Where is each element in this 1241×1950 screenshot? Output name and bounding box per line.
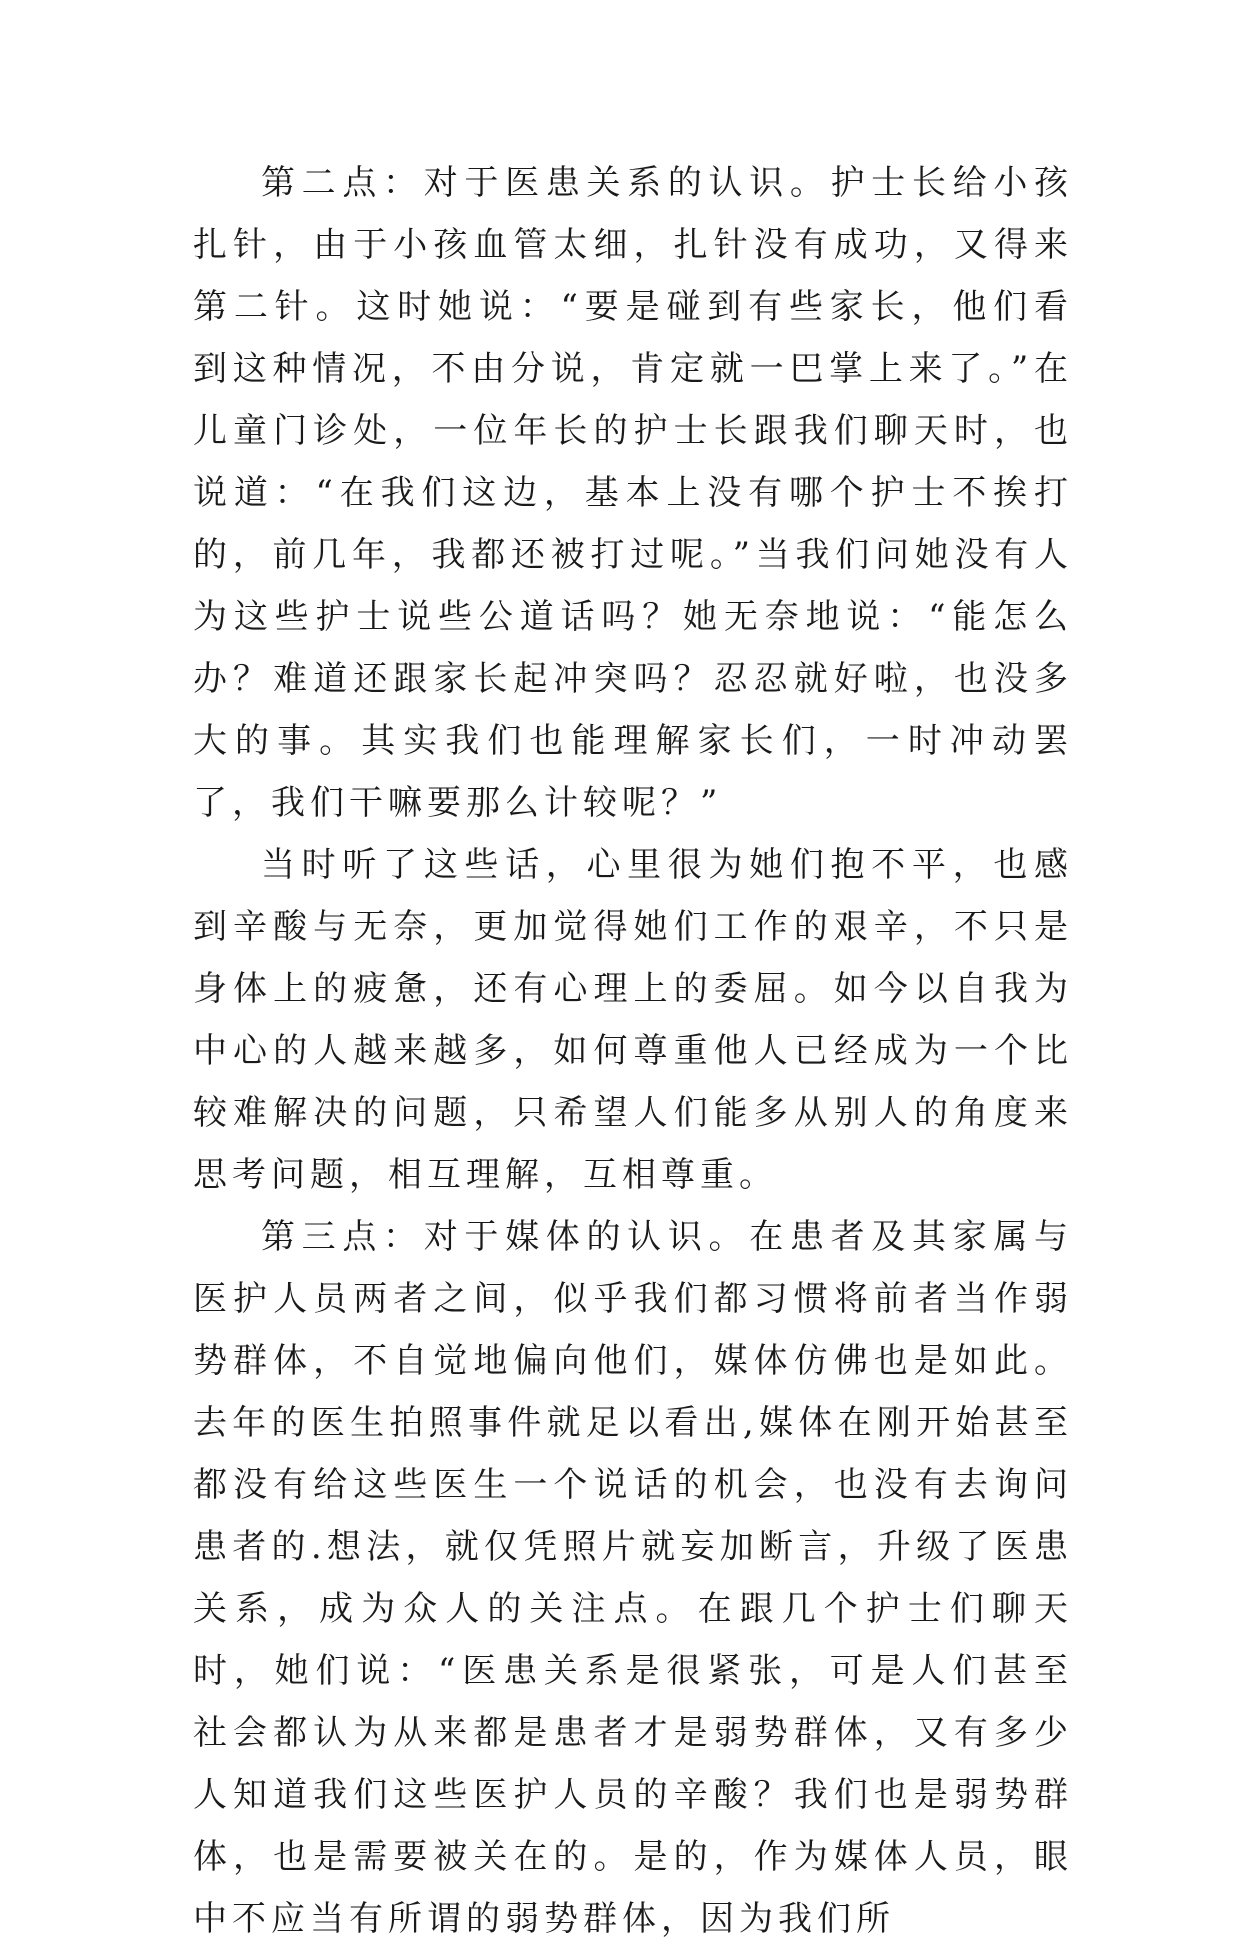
paragraph-media-perception: 第三点：对于媒体的认识。在患者及其家属与医护人员两者之间，似乎我们都习惯将前者当作弱势群体，不自觉地偏向他们，媒体仿佛也是如此。去年的医生拍照事件就足以看出,媒体在刚开始甚至都没有给这些医生一个说话的机会，也没有去询问患者的.想法，就仅凭照片就妄加断言，升级了医患关系，成为众人的关注点。在跟几个护士们聊天时，她们说：“医患关系是很紧张，可是人们甚至社会都认为从来都是患者才是弱势群体，又有多少人知道我们这些医护人员的辛酸？我们也是弱势群体，也是需要被关在的。是的，作为媒体人员，眼中不应当有所谓的弱势群体，因为我们所: [193, 1217, 1073, 1939]
paragraph-doctor-patient-relationship: 第二点：对于医患关系的认识。护士长给小孩扎针，由于小孩血管太细，扎针没有成功，又得来第二针。这时她说：“要是碰到有些家长，他们看到这种情况，不由分说，肯定就一巴掌上来了。”在儿童门诊处，一位年长的护士长跟我们聊天时，也说道：“在我们这边，基本上没有哪个护士不挨打的，前几年，我都还被打过呢。”当我们问她没有人为这些护士说些公道话吗？她无奈地说：“能怎么办？难道还跟家长起冲突吗？忍忍就好啦，也没多大的事。其实我们也能理解家长们，一时冲动罢了，我们干嘛要那么计较呢？”: [193, 163, 1073, 823]
document-body: [193, 152, 1073, 1950]
paragraph-reflection: 当时听了这些话，心里很为她们抱不平，也感到辛酸与无奈，更加觉得她们工作的艰辛，不只是身体上的疲惫，还有心理上的委屈。如今以自我为中心的人越来越多，如何尊重他人已经成为一个比较难解决的问题，只希望人们能多从别人的角度来思考问题，相互理解，互相尊重。: [193, 845, 1073, 1195]
